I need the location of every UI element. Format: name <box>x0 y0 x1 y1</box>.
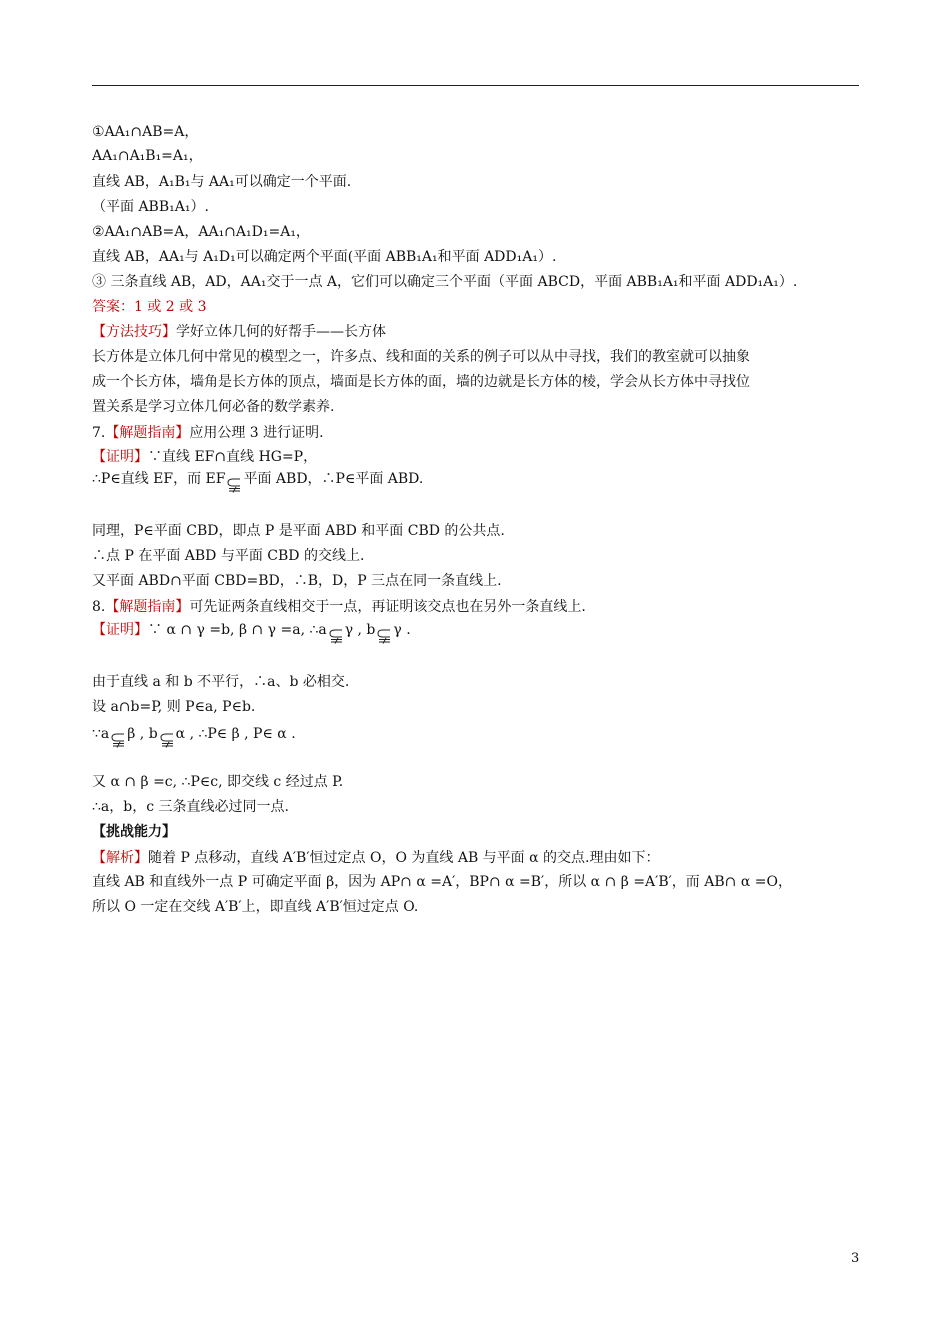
text-line-l25 <box>92 797 289 817</box>
text-segment: 长方体是立体几何中常见的模型之一，许多点、线和面的关系的例子可以从中寻找，我们的教室就可以抽象 <box>92 349 750 365</box>
text-segment: ∵a <box>92 726 110 742</box>
text-line-l28 <box>92 872 792 892</box>
section-marker: 【证明】 <box>92 449 148 465</box>
text-segment: 同理，P∈平面 CBD，即点 P 是平面 ABD 和平面 CBD 的公共点. <box>92 523 505 539</box>
text-segment: 设 a∩b=P, 则 P∈a, P∈b. <box>92 699 256 715</box>
text-segment: ∵直线 EF∩直线 HG=P， <box>148 449 318 465</box>
text-segment: 由于直线 a 和 b 不平行，∴a、b 必相交. <box>92 674 350 690</box>
text-segment: ∵ α ∩ γ =b, β ∩ γ =a, ∴a <box>148 622 327 638</box>
text-line-l5 <box>92 222 310 242</box>
text-line-l8 <box>92 297 207 317</box>
text-segment: AA₁∩A₁B₁=A₁， <box>92 148 203 164</box>
text-line-l16 <box>92 521 505 541</box>
page-number: 3 <box>851 1251 860 1266</box>
text-segment: 可先证两条直线相交于一点，再证明该交点也在另外一条直线上. <box>189 599 586 615</box>
text-segment: 直线 AB，AA₁与 A₁D₁可以确定两个平面(平面 ABB₁A₁和平面 ADD₁A₁）. <box>92 249 557 265</box>
text-segment: 所以 O 一定在交线 A′B′上，即直线 A′B′恒过定点 O. <box>92 899 419 915</box>
text-line-l7 <box>92 272 797 292</box>
text-segment: 7. <box>92 425 106 441</box>
proper-subset-icon <box>226 475 242 489</box>
text-line-l29 <box>92 897 418 917</box>
text-segment: 学好立体几何的好帮手——长方体 <box>176 324 386 340</box>
header-rule <box>92 85 859 86</box>
text-line-l23 <box>92 724 296 744</box>
text-line-l6 <box>92 247 556 267</box>
text-line-l20 <box>92 620 411 640</box>
proper-subset-icon <box>159 730 175 744</box>
text-segment: 8. <box>92 599 106 615</box>
section-marker: 【解题指南】 <box>105 599 190 615</box>
text-line-l17 <box>92 546 364 566</box>
text-line-l24 <box>92 772 343 792</box>
text-line-l14 <box>92 447 317 467</box>
section-marker: 【解题指南】 <box>105 425 190 441</box>
text-segment: 直线 AB 和直线外一点 P 可确定平面 β，因为 AP∩ α =A′，BP∩ α =B′，所以 α ∩ β =A′B′，而 AB∩ α =O， <box>92 874 792 890</box>
text-segment: 又平面 ABD∩平面 CBD=BD，∴B，D，P 三点在同一条直线上. <box>92 573 502 589</box>
text-line-l21 <box>92 672 349 692</box>
text-line-l10 <box>92 347 750 367</box>
text-segment: ∴P∈直线 EF，而 EF <box>92 471 226 487</box>
section-marker: 【证明】 <box>92 622 148 638</box>
proper-subset-icon <box>110 730 126 744</box>
section-marker: 【解析】 <box>92 850 148 866</box>
text-segment: ②AA₁∩AB=A，AA₁∩A₁D₁=A₁， <box>92 224 310 240</box>
text-line-l2 <box>92 146 203 166</box>
text-segment: （平面 ABB₁A₁）. <box>92 199 209 215</box>
text-line-l27 <box>92 848 659 868</box>
text-segment: 又 α ∩ β =c, ∴P∈c, 即交线 c 经过点 P. <box>92 774 344 790</box>
text-line-l22 <box>92 697 255 717</box>
text-line-l19 <box>92 597 586 617</box>
text-segment: 直线 AB，A₁B₁与 AA₁可以确定一个平面. <box>92 174 352 190</box>
text-segment: 平面 ABD，∴P∈平面 ABD. <box>243 471 424 487</box>
text-line-l3 <box>92 172 351 192</box>
proper-subset-icon <box>376 626 392 640</box>
text-segment: ∴a，b，c 三条直线必过同一点. <box>92 799 289 815</box>
text-segment: γ , b <box>344 622 376 638</box>
text-line-l11 <box>92 372 750 392</box>
text-line-l15 <box>92 469 423 489</box>
section-marker: 【方法技巧】 <box>92 324 176 340</box>
proper-subset-icon <box>328 626 344 640</box>
text-segment: 置关系是学习立体几何必备的数学素养. <box>92 399 335 415</box>
text-segment: γ . <box>393 622 411 638</box>
section-heading: 【挑战能力】 <box>92 824 176 840</box>
text-segment: 随着 P 点移动，直线 A′B′恒过定点 O，O 为直线 AB 与平面 α 的交点.理由如下： <box>148 850 660 866</box>
text-line-l9 <box>92 322 386 342</box>
text-line-l1 <box>92 122 198 142</box>
section-marker: 答案：1 或 2 或 3 <box>92 299 207 315</box>
text-line-l12 <box>92 397 334 417</box>
text-segment: ∴点 P 在平面 ABD 与平面 CBD 的交线上. <box>92 548 365 564</box>
text-segment: 成一个长方体，墙角是长方体的顶点，墙面是长方体的面，墙的边就是长方体的棱，学会从长方体中寻找位 <box>92 374 750 390</box>
text-line-l26 <box>92 822 176 842</box>
text-segment: ③ 三条直线 AB，AD，AA₁交于一点 A，它们可以确定三个平面（平面 ABCD，平面 ABB₁A₁和平面 ADD₁A₁）. <box>92 274 798 290</box>
text-line-l13 <box>92 423 324 443</box>
text-segment: α , ∴P∈ β , P∈ α . <box>175 726 296 742</box>
text-segment: 应用公理 3 进行证明. <box>189 425 324 441</box>
text-line-l18 <box>92 571 502 591</box>
text-line-l4 <box>92 197 209 217</box>
text-segment: β , b <box>127 726 158 742</box>
text-segment: ①AA₁∩AB=A， <box>92 124 199 140</box>
